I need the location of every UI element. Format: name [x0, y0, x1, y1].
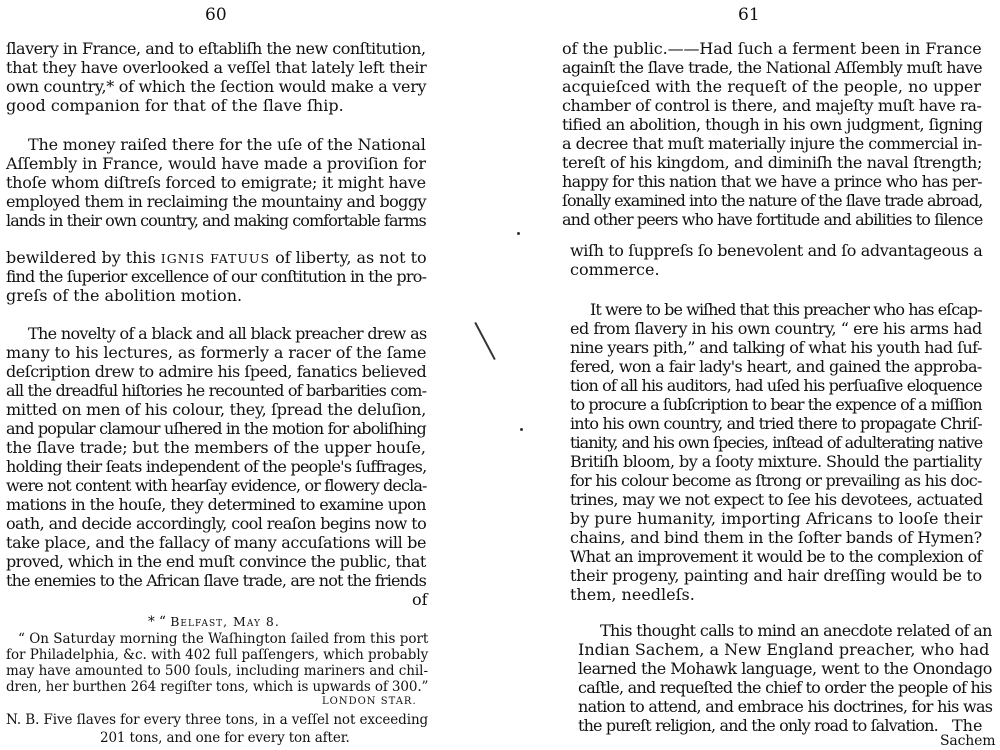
catchword: Sachem: [940, 733, 996, 749]
text-line: commerce.: [570, 260, 660, 279]
text-line: for his colour become as ſtrong or prevailing as his doc-: [570, 471, 982, 490]
text-line: fered, won a fair lady's heart, and gained the approba-: [570, 357, 982, 376]
text-line: tion of all his auditors, had uſed his perſuaſive eloquence: [570, 376, 982, 395]
text-line: all the dreadful hiſtories he recounted of barbarities com-: [6, 381, 427, 400]
text-line: and popular clamour uſhered in the motion for aboliſhing: [6, 419, 426, 438]
footnote-line: “ On Saturday morning the Waſhington ſailed from this port: [18, 631, 429, 647]
text-line: chamber of control is there, and majeſty muſt have ra-: [562, 96, 982, 115]
text-line: good companion for that of the ſlave ſhip.: [6, 96, 344, 115]
text-line: It were to be wiſhed that this preacher who has eſcap-: [590, 300, 982, 319]
text-line: This thought calls to mind an anecdote related of an: [600, 621, 992, 640]
text-line: mitted on men of his colour, they, ſpread the deluſion,: [6, 400, 426, 419]
text-line: ſlavery in France, and to eſtabliſh the new conſtitution,: [6, 39, 426, 58]
text-line: ſonally examined into the nature of the ſlave trade abroad,: [562, 191, 983, 210]
text-line: tified an abolition, though in his own judgment, ſigning: [562, 115, 983, 134]
text-line: Britiſh bloom, by a ſooty mixture. Should the partiality: [570, 452, 982, 471]
footnote-source: LONDON STAR.: [322, 696, 417, 707]
footnote-line: 201 tons, and one for every ton after.: [100, 730, 350, 746]
text-line: take place, and the fallacy of many accuſations will be: [6, 533, 427, 552]
text-line: own country,* of which the ſection would make a very: [6, 77, 427, 96]
text-line: their progeny, painting and hair dreſſing would be to: [570, 566, 982, 585]
footnote-line: dren, her burthen 264 regiſter tons, which is upwards of 300.”: [6, 679, 429, 695]
text-line: happy for this nation that we have a prince who has per-: [562, 172, 982, 191]
footnote-line: N. B. Five ſlaves for every three tons, in a veſſel not exceeding: [6, 712, 429, 728]
text-fragment: of liberty, as not to: [275, 248, 427, 267]
text-line: tianity, and his own ſpecies, inſtead of adulterating native: [570, 433, 983, 452]
text-line: thoſe whom diſtreſs forced to emigrate; it might have: [6, 173, 426, 192]
italic-phrase: IGNIS FATUUS: [160, 251, 271, 266]
text-line: deſcription drew to admire his ſpeed, fanatics believed: [6, 362, 427, 381]
text-line: were not content with hearſay evidence, or flowery decla-: [6, 476, 427, 495]
catchword: of: [412, 590, 428, 609]
text-line: chains, and bind them in the ſofter bands of Hymen?: [570, 528, 982, 547]
text-line: The novelty of a black and all black preacher drew as: [28, 324, 427, 343]
text-line: learned the Mohawk language, went to the Onondago: [578, 659, 992, 678]
text-line: trines, may we not expect to ſee his devotees, actuated: [570, 490, 983, 509]
footnote-mark: * “: [148, 614, 166, 630]
right-page: [548, 0, 1000, 750]
text-line: mations in the houſe, they determined to examine upon: [6, 495, 426, 514]
text-fragment: The: [952, 716, 983, 735]
text-line: proved, which in the end muſt convince the public, that: [6, 552, 426, 571]
scan-artifact: [474, 322, 495, 360]
text-fragment: bewildered by this: [6, 248, 156, 267]
text-line: them, needleſs.: [570, 585, 695, 604]
text-line: many to his lectures, as formerly a racer of the ſame: [6, 343, 427, 362]
text-line: into his own country, and tried there to propagate Chriſ-: [570, 414, 982, 433]
text-line: the ſlave trade; but the members of the upper houſe,: [6, 438, 426, 457]
text-line: employed them in reclaiming the mountainy and boggy: [6, 192, 427, 211]
text-line: the enemies to the African ſlave trade, are not the friends: [6, 571, 426, 590]
text-line: The money raiſed there for the uſe of the National: [28, 135, 426, 154]
text-line: [6, 249, 426, 268]
footnote-line: for Philadelphia, &c. with 402 full paſſengers, which probably: [6, 647, 429, 663]
footnote-heading: [148, 614, 348, 630]
text-line: ed from ſlavery in his own country, “ ere his arms had: [570, 319, 982, 338]
text-line: oath, and decide accordingly, cool reaſon begins now to: [6, 514, 427, 533]
text-line: that they have overlooked a veſſel that lately left their: [6, 58, 427, 77]
text-line: a decree that muſt materially injure the commercial in-: [562, 134, 982, 153]
text-line: nation to attend, and embrace his doctrines, for his was: [578, 697, 993, 716]
text-line: Aſſembly in France, would have made a proviſion for: [6, 154, 426, 173]
text-line: lands in their own country, and making comfortable farms: [6, 211, 426, 230]
scan-artifact: [520, 428, 523, 431]
text-line: find the ſuperior excellence of our conſtitution in the pro-: [6, 267, 427, 286]
page-number: 61: [738, 5, 760, 25]
text-line: and other peers who have fortitude and abilities to ſilence: [562, 210, 983, 229]
text-line: of the public.——Had ſuch a ferment been in France: [562, 39, 982, 58]
scan-artifact: [517, 232, 520, 235]
text-line: acquieſced with the requeſt of the people, no upper: [562, 77, 982, 96]
footnote-line: may have amounted to 500 ſouls, including mariners and chil-: [6, 663, 428, 679]
text-line: Indian Sachem, a New England preacher, who had: [578, 640, 990, 659]
text-line: the pureſt religion, and the only road to ſalvation.: [578, 716, 938, 735]
footnote-dateline: Belfast, May 8.: [170, 614, 280, 629]
text-line: tereſt of his kingdom, and diminiſh the naval ſtrength;: [562, 153, 983, 172]
text-line: to procure a ſubſcription to bear the expence of a miſſion: [570, 395, 982, 414]
text-line: holding their ſeats independent of the people's ſuffrages,: [6, 457, 427, 476]
text-line: What an improvement it would be to the complexion of: [570, 547, 982, 566]
left-page: [0, 0, 470, 750]
text-line: by pure humanity, importing Africans to looſe their: [570, 509, 983, 528]
text-line: wiſh to ſuppreſs ſo benevolent and ſo advantageous a: [570, 241, 983, 260]
text-line: greſs of the abolition motion.: [6, 286, 243, 305]
page-number: 60: [205, 5, 227, 25]
text-line: nine years pith,” and talking of what his youth had ſuf-: [570, 338, 982, 357]
text-line: caſtle, and requeſted the chief to order the people of his: [578, 678, 992, 697]
text-line: againſt the ſlave trade, the National Aſſembly muſt have: [562, 58, 982, 77]
